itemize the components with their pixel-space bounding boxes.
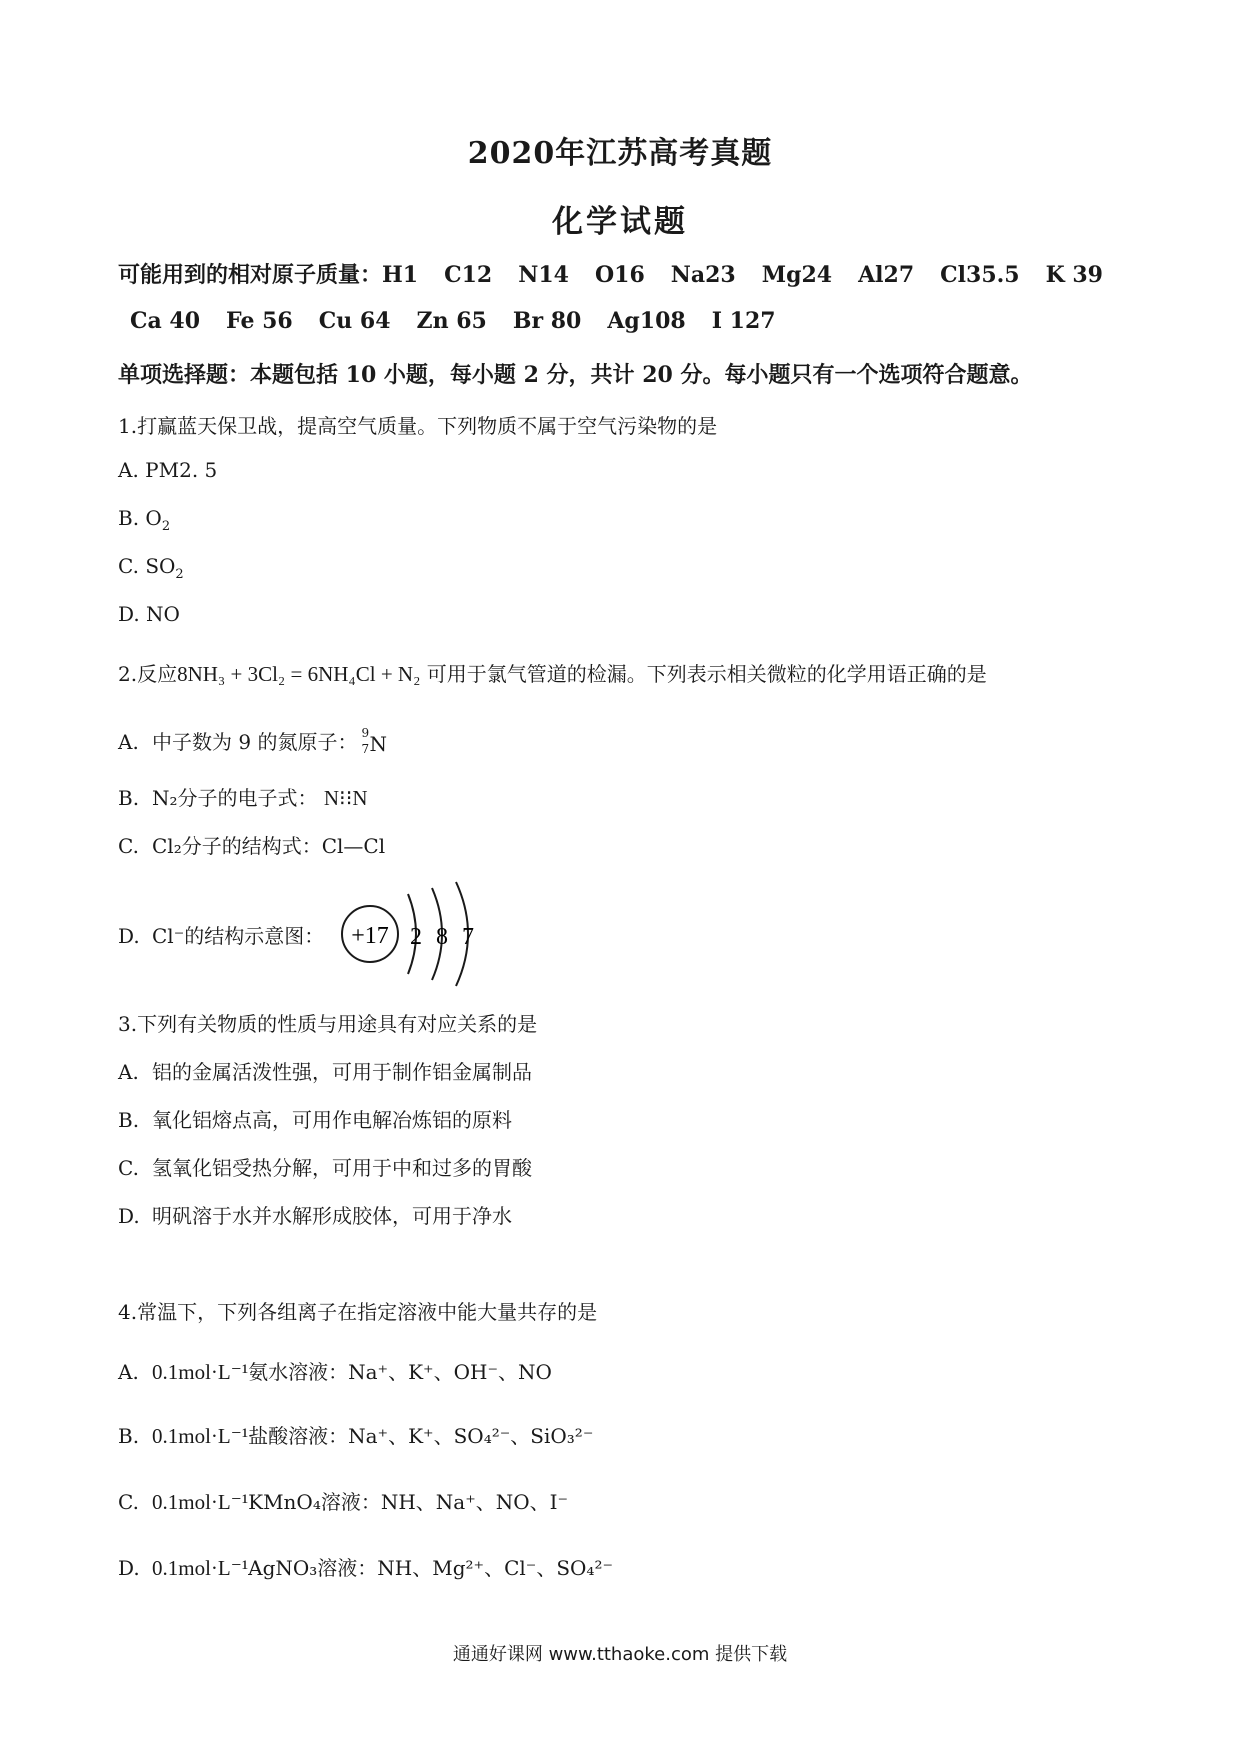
option-text: 氧化铝熔点高，可用作电解冶炼铝的原料	[152, 1108, 512, 1132]
concentration: 0.1mol·L⁻¹	[152, 1556, 249, 1580]
mass-k: K 39	[1045, 262, 1103, 288]
stem-suffix: 可用于氯气管道的检漏。下列表示相关微粒的化学用语正确的是	[426, 662, 987, 686]
stem-prefix: 2.反应	[118, 662, 178, 686]
mass-i: I 127	[711, 308, 776, 334]
mass-ca: Ca 40	[130, 308, 201, 334]
mass-fe: Fe 56	[226, 308, 293, 334]
option-text: Cl₂分子的结构式：Cl—Cl	[152, 834, 386, 858]
option-letter: A.	[118, 1060, 139, 1084]
q3-option-d	[118, 1200, 512, 1229]
option-text: N₂分子的电子式：	[152, 786, 318, 810]
page-subtitle: 化学试题	[552, 204, 688, 240]
option-letter: B.	[118, 506, 140, 530]
option-letter: D.	[118, 602, 140, 626]
reaction-equation: 8NH₃ + 3Cl₂ = 6NH₄Cl + N₂	[177, 662, 421, 686]
q1-option-c	[118, 554, 184, 582]
electron-formula: N⁝⁝N	[323, 786, 368, 810]
mass-zn: Zn 65	[416, 308, 487, 334]
option-text: O	[145, 506, 162, 530]
question-3-stem: 3.下列有关物质的性质与用途具有对应关系的是	[118, 1012, 538, 1036]
q1-option-b	[118, 506, 170, 534]
nitrogen-isotope	[357, 725, 387, 756]
option-text: 明矾溶于水并水解形成胶体，可用于净水	[152, 1204, 512, 1228]
shell-electrons-3: 7	[462, 924, 474, 950]
option-letter: A.	[118, 458, 139, 482]
q3-option-c	[118, 1152, 532, 1181]
mass-al: Al27	[858, 262, 915, 288]
question-2-stem	[118, 658, 987, 687]
mass-na: Na23	[670, 262, 736, 288]
mass-o: O16	[594, 262, 645, 288]
mass-h: H1	[382, 262, 419, 288]
mass-cl: Cl35.5	[940, 262, 1020, 288]
atomic-mass-row-1	[118, 258, 1129, 289]
q2-option-b	[118, 782, 368, 811]
q4-option-d	[118, 1552, 613, 1581]
option-letter: B.	[118, 786, 140, 810]
option-letter: C.	[118, 1490, 139, 1514]
chloride-structure-diagram	[338, 880, 498, 990]
option-text: KMnO₄溶液：NH、Na⁺、NO、I⁻	[248, 1490, 569, 1514]
page-title: 2020年江苏高考真题	[467, 136, 773, 171]
isotope-mass-number: 9	[361, 725, 370, 740]
q3-option-b	[118, 1104, 512, 1133]
option-letter: A.	[118, 730, 139, 754]
concentration: 0.1mol·L⁻¹	[152, 1490, 249, 1514]
option-letter: B.	[118, 1424, 140, 1448]
atomic-mass-row-2	[130, 308, 802, 334]
q2-option-a	[118, 726, 385, 756]
option-text: 氢氧化铝受热分解，可用于中和过多的胃酸	[152, 1156, 532, 1180]
q4-option-b	[118, 1420, 593, 1449]
option-text: NO	[146, 602, 180, 626]
option-text: 中子数为 9 的氮原子：	[152, 730, 358, 754]
mass-ag: Ag108	[607, 308, 686, 334]
concentration: 0.1mol·L⁻¹	[152, 1360, 249, 1384]
q2-option-c	[118, 830, 385, 859]
option-letter: D.	[118, 1204, 140, 1228]
question-4-stem: 4.常温下，下列各组离子在指定溶液中能大量共存的是	[118, 1300, 598, 1324]
mass-cu: Cu 64	[318, 308, 391, 334]
option-text: 氨水溶液：Na⁺、K⁺、OH⁻、NO	[248, 1360, 552, 1384]
q4-option-c	[118, 1486, 568, 1515]
q4-option-a	[118, 1356, 552, 1385]
option-text: SO	[145, 554, 176, 578]
option-text: PM2. 5	[145, 458, 218, 482]
q3-option-a	[118, 1056, 532, 1085]
option-letter: A.	[118, 1360, 139, 1384]
question-1-stem: 1.打赢蓝天保卫战，提高空气质量。下列物质不属于空气污染物的是	[118, 414, 718, 438]
mass-mg: Mg24	[761, 262, 833, 288]
option-letter: D.	[118, 924, 140, 948]
option-text: 盐酸溶液：Na⁺、K⁺、SO₄²⁻、SiO₃²⁻	[248, 1424, 594, 1448]
concentration: 0.1mol·L⁻¹	[152, 1424, 249, 1448]
shell-electrons-1: 2	[410, 924, 422, 950]
q1-option-d	[118, 602, 180, 626]
nucleus-charge: +17	[351, 923, 389, 949]
atomic-mass-label: 可能用到的相对原子质量：	[118, 262, 383, 288]
option-subscript: 2	[175, 567, 184, 582]
isotope-atomic-number: 7	[361, 741, 370, 756]
option-letter: C.	[118, 1156, 139, 1180]
mass-br: Br 80	[512, 308, 582, 334]
section-heading: 单项选择题：本题包括 10 小题，每小题 2 分，共计 20 分。每小题只有一个选项符合题意。	[118, 362, 1033, 388]
mass-c: C12	[444, 262, 493, 288]
option-letter: D.	[118, 1556, 140, 1580]
option-letter: C.	[118, 554, 139, 578]
option-text: 铝的金属活泼性强，可用于制作铝金属制品	[152, 1060, 532, 1084]
mass-n: N14	[518, 262, 569, 288]
q2-option-d	[118, 920, 324, 949]
option-text: AgNO₃溶液：NH、Mg²⁺、Cl⁻、SO₄²⁻	[248, 1556, 614, 1580]
shell-electrons-2: 8	[436, 924, 448, 950]
option-subscript: 2	[161, 519, 171, 534]
option-letter: C.	[118, 834, 139, 858]
option-text: Cl⁻的结构示意图：	[152, 924, 325, 948]
q1-option-a	[118, 458, 217, 482]
option-letter: B.	[118, 1108, 140, 1132]
footer-credit: 通通好课网 www.tthaoke.com 提供下载	[452, 1644, 788, 1665]
isotope-symbol: N	[369, 731, 387, 756]
